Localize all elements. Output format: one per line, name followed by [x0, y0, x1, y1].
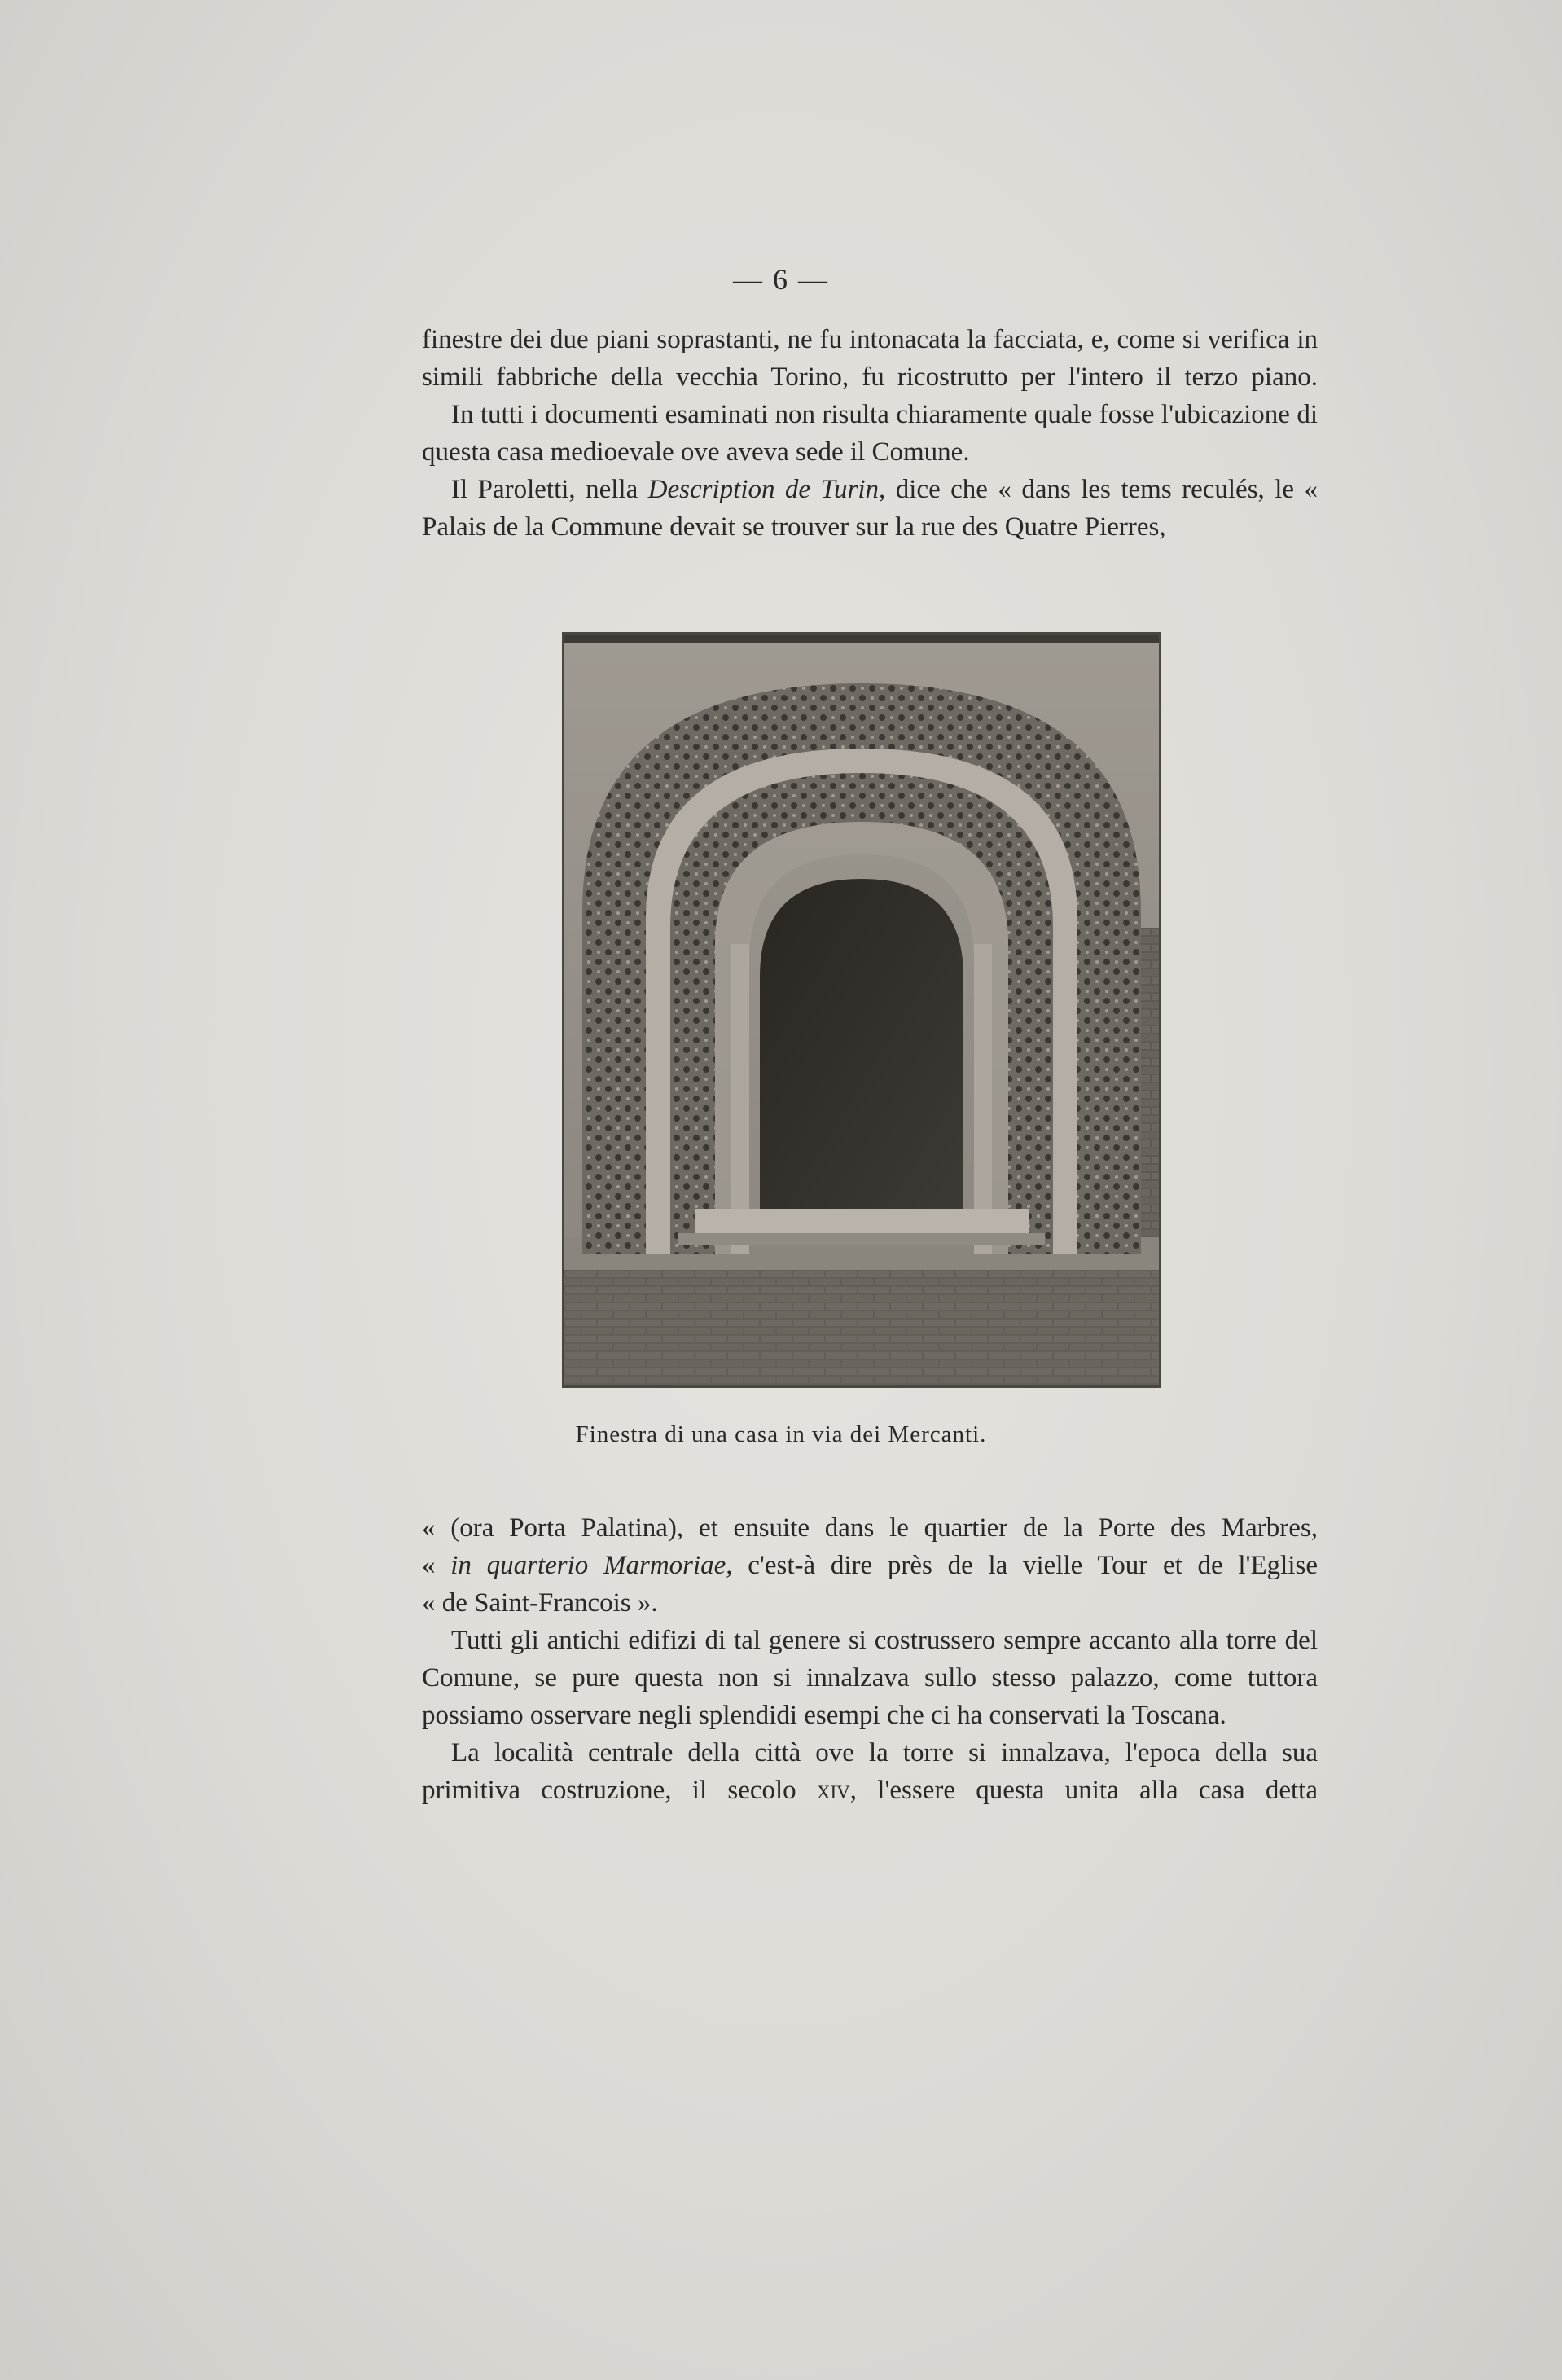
localita-end: , l'essere questa unita alla casa detta [849, 1776, 1318, 1805]
top-text-block [422, 321, 1318, 546]
paragraph-continuation: finestre dei due piani soprastanti, ne fu intonacata la facciata, e, come si verifica in simili fabbriche della vecchia Torino, fu ricostrutto per l'intero il terzo piano. [422, 325, 1318, 392]
localita-intro: La località centrale della città ove la torre si innalzava, l'epoca della sua primitiva costruzione, il secolo [422, 1738, 1318, 1805]
bottom-text-block [422, 1509, 1318, 1809]
quote-mark: « [422, 1551, 451, 1580]
page-number: — 6 — [733, 263, 829, 296]
quote-line-3: « de Saint-Francois ». [422, 1588, 658, 1618]
paroletti-intro: Il Paroletti, nella [451, 475, 648, 504]
quarterio-marmoriae: in quarterio Marmoriae, [450, 1551, 733, 1580]
book-title: Description de Turin, [647, 475, 886, 504]
figure-caption: Finestra di una casa in via dei Mercanti. [575, 1421, 987, 1447]
century-numeral: xiv [816, 1776, 850, 1805]
window-photograph [562, 632, 1161, 1388]
quote-line-2 [422, 1547, 1318, 1584]
paragraph-paroletti [422, 471, 1318, 546]
quote-line-2-rest: c'est-à dire près de la vielle Tour et de l'Eglise [732, 1551, 1318, 1580]
paragraph-documenti: In tutti i documenti esaminati non risulta chiaramente quale fosse l'ubicazione di questa casa medioevale ove aveva sede il Comune. [422, 400, 1318, 467]
quote-line-1: « (ora Porta Palatina), et ensuite dans le quartier de la Porte des Marbres, [422, 1513, 1318, 1543]
paroletti-quote: dice che « dans les tems reculés, le « Palais de la Commune devait se trouver sur la rue des Quatre Pierres, [422, 475, 1318, 542]
paragraph-localita [422, 1734, 1318, 1809]
paragraph-edifizi: Tutti gli antichi edifizi di tal genere si costrussero sempre accanto alla torre del Comune, se pure questa non si innalzava sullo stesso palazzo, come tuttora possiamo osservare negli splendidi esempi che ci ha conservati la Toscana. [422, 1626, 1318, 1730]
